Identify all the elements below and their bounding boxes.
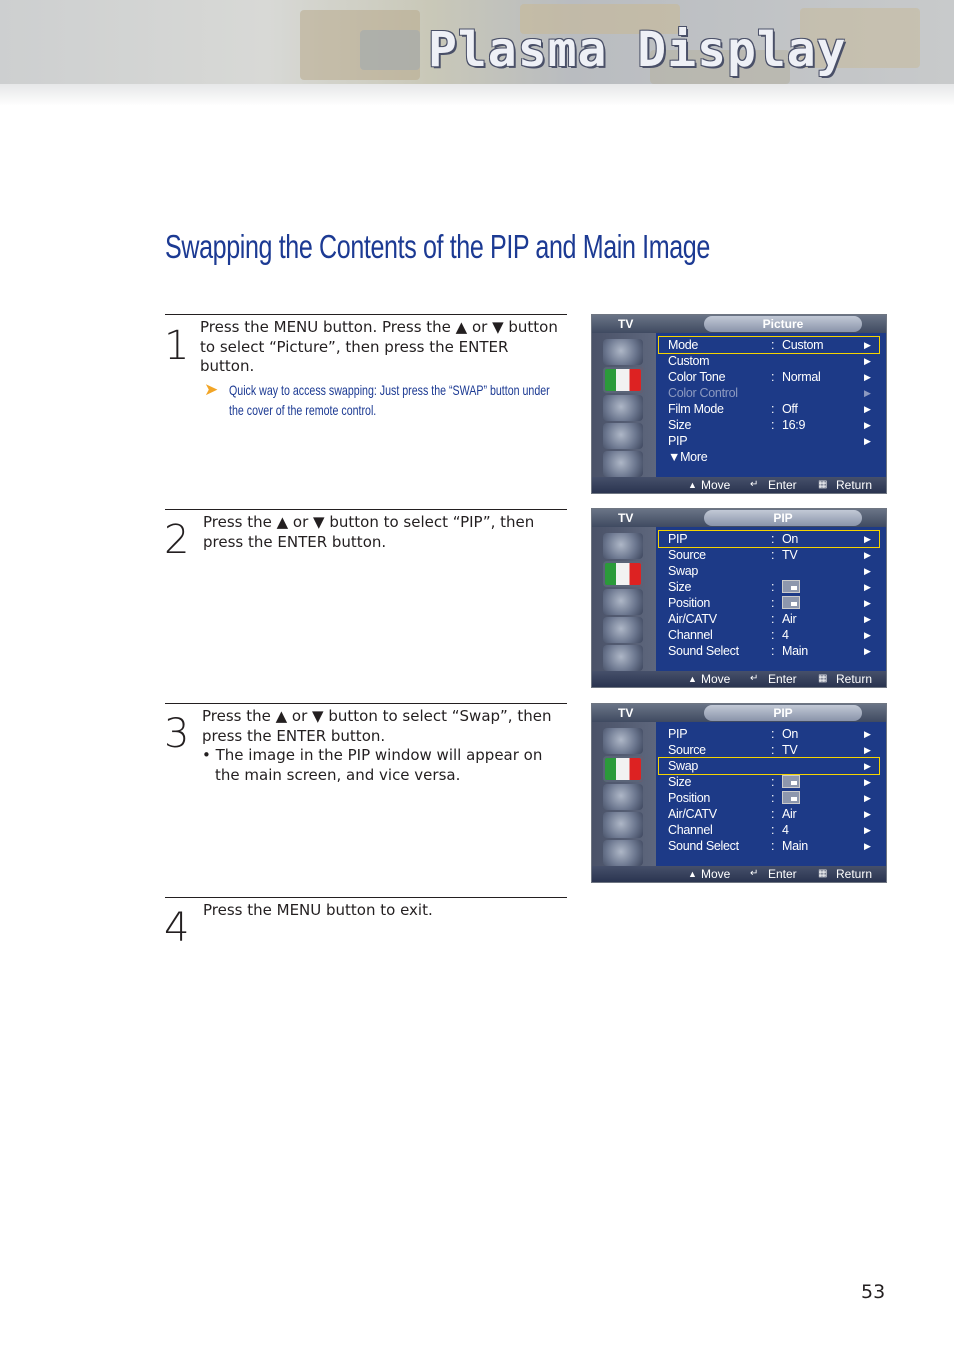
menu-row-label: PIP	[668, 434, 688, 448]
banner-title: Plasma Display	[428, 22, 847, 78]
submenu-arrow-icon: ▶	[864, 356, 871, 366]
submenu-arrow-icon: ▶	[864, 372, 871, 382]
osd-menu-list	[659, 333, 884, 477]
step-text: Press the MENU button to exit.	[203, 901, 433, 919]
step-instruction	[200, 318, 560, 377]
osd-help-bar	[592, 866, 886, 882]
submenu-arrow-icon: ▶	[864, 550, 871, 560]
menu-category-icon	[603, 728, 643, 754]
osd-menu-tab: PIP	[704, 705, 862, 721]
submenu-arrow-icon: ▶	[864, 646, 871, 656]
submenu-arrow-icon: ▶	[864, 534, 871, 544]
osd-menu-tab: PIP	[704, 510, 862, 526]
osd-title-bar	[592, 509, 886, 527]
menu-category-icon	[603, 756, 643, 782]
menu-category-icon	[603, 533, 643, 559]
enter-hint: Enter	[768, 478, 797, 492]
submenu-arrow-icon: ▶	[864, 777, 871, 787]
menu-row-label: PIP	[668, 727, 688, 741]
step-bullet: • The image in the PIP window will appear on the main screen, and vice versa.	[202, 746, 543, 784]
menu-row[interactable]	[659, 726, 879, 742]
menu-category-icon	[603, 645, 643, 671]
return-icon: ▦	[818, 479, 828, 490]
menu-row-colon: :	[771, 644, 775, 658]
submenu-arrow-icon: ▶	[864, 761, 871, 771]
menu-row[interactable]	[659, 449, 879, 465]
menu-row-value: 16:9	[782, 418, 806, 432]
move-hint: Move	[701, 478, 731, 492]
menu-category-icon	[603, 784, 643, 810]
menu-row-label: Sound Select	[668, 644, 739, 658]
step-instruction	[203, 513, 561, 552]
menu-row-label: Channel	[668, 628, 713, 642]
menu-row-label: Sound Select	[668, 839, 739, 853]
menu-row[interactable]	[659, 433, 879, 449]
enter-icon: ↵	[750, 673, 759, 684]
submenu-arrow-icon: ▶	[864, 825, 871, 835]
menu-row-value: TV	[782, 548, 798, 562]
menu-row-label: Position	[668, 596, 711, 610]
submenu-arrow-icon: ▶	[864, 388, 871, 398]
menu-row-colon: :	[771, 743, 775, 757]
step-number: 3	[164, 711, 190, 757]
step-divider	[165, 703, 567, 704]
menu-row[interactable]	[659, 579, 879, 595]
menu-category-icon	[603, 812, 643, 838]
enter-icon: ↵	[750, 868, 759, 879]
menu-row[interactable]	[659, 353, 879, 369]
header-banner	[0, 0, 954, 92]
return-hint: Return	[836, 672, 873, 686]
osd-title-bar	[592, 704, 886, 722]
menu-row-colon: :	[771, 370, 775, 384]
menu-row-value: 4	[782, 823, 789, 837]
osd-icon-column	[592, 333, 656, 477]
submenu-arrow-icon: ▶	[864, 420, 871, 430]
step-text: Press the ▲ or ▼ button to select “Swap”, then press the ENTER button.	[202, 707, 552, 745]
submenu-arrow-icon: ▶	[864, 582, 871, 592]
menu-category-icon	[603, 339, 643, 365]
menu-row-colon: :	[771, 791, 775, 805]
step-divider	[165, 897, 567, 898]
submenu-arrow-icon: ▶	[864, 729, 871, 739]
menu-row[interactable]	[659, 385, 879, 401]
menu-row[interactable]	[659, 742, 879, 758]
submenu-arrow-icon: ▶	[864, 630, 871, 640]
menu-row-label: Color Control	[668, 386, 738, 400]
return-icon: ▦	[818, 868, 828, 879]
menu-row[interactable]	[659, 595, 879, 611]
menu-row-colon: :	[771, 596, 775, 610]
menu-row-label: Swap	[668, 564, 699, 578]
osd-source-label: TV	[618, 511, 634, 525]
menu-category-icon	[603, 423, 643, 449]
menu-row[interactable]	[659, 838, 879, 854]
menu-category-icon	[603, 840, 643, 866]
submenu-arrow-icon: ▶	[864, 809, 871, 819]
menu-row[interactable]	[659, 643, 879, 659]
osd-menu-list	[659, 722, 884, 866]
move-icon: ▲	[688, 480, 697, 490]
menu-category-icon	[603, 395, 643, 421]
submenu-arrow-icon: ▶	[864, 745, 871, 755]
page-number: 53	[861, 1281, 886, 1303]
menu-row-label: Air/CATV	[668, 612, 717, 626]
osd-help-bar	[592, 671, 886, 687]
menu-row[interactable]	[659, 774, 879, 790]
menu-row-value: Main	[782, 644, 808, 658]
menu-category-icon	[603, 589, 643, 615]
submenu-arrow-icon: ▶	[864, 598, 871, 608]
menu-category-icon	[603, 617, 643, 643]
menu-category-icon	[603, 561, 643, 587]
return-icon: ▦	[818, 673, 828, 684]
menu-row[interactable]	[659, 806, 879, 822]
move-hint: Move	[701, 867, 731, 881]
menu-row-label: Air/CATV	[668, 807, 717, 821]
menu-category-icon	[603, 367, 643, 393]
pip-window-icon	[782, 596, 800, 609]
menu-row-colon: :	[771, 839, 775, 853]
menu-row[interactable]	[659, 369, 879, 385]
menu-row-label: Size	[668, 418, 692, 432]
menu-row-label: Size	[668, 775, 692, 789]
menu-row-label: Custom	[668, 354, 710, 368]
move-hint: Move	[701, 672, 731, 686]
enter-hint: Enter	[768, 867, 797, 881]
step-number: 4	[164, 905, 190, 951]
step-text: Press the MENU button. Press the ▲ or ▼ button to select “Picture”, then press the ENTER button.	[200, 318, 558, 375]
menu-row-colon: :	[771, 402, 775, 416]
step-divider	[165, 509, 567, 510]
menu-row-colon: :	[771, 727, 775, 741]
step-number: 2	[164, 517, 190, 563]
menu-row-colon: :	[771, 628, 775, 642]
step-divider	[165, 314, 567, 315]
return-hint: Return	[836, 478, 873, 492]
menu-row-colon: :	[771, 807, 775, 821]
osd-source-label: TV	[618, 706, 634, 720]
menu-row[interactable]	[659, 627, 879, 643]
menu-row-value: Main	[782, 839, 808, 853]
return-hint: Return	[836, 867, 873, 881]
menu-row[interactable]	[659, 790, 879, 806]
menu-row-value: 4	[782, 628, 789, 642]
enter-hint: Enter	[768, 672, 797, 686]
menu-row-label: Channel	[668, 823, 713, 837]
menu-row-label: Source	[668, 548, 706, 562]
tip-text: Quick way to access swapping: Just press the “SWAP” button under the cover of the remote control.	[229, 382, 550, 418]
menu-row[interactable]	[659, 401, 879, 417]
menu-row-value: Air	[782, 612, 797, 626]
menu-row-value: Normal	[782, 370, 821, 384]
submenu-arrow-icon: ▶	[864, 614, 871, 624]
menu-row[interactable]	[659, 337, 879, 353]
menu-row[interactable]	[659, 758, 879, 774]
enter-icon: ↵	[750, 479, 759, 490]
menu-row-label: Swap	[668, 759, 699, 773]
osd-source-label: TV	[618, 317, 634, 331]
menu-row[interactable]	[659, 531, 879, 547]
menu-row-colon: :	[771, 532, 775, 546]
submenu-arrow-icon: ▶	[864, 436, 871, 446]
osd-menu-screen	[591, 314, 887, 494]
submenu-arrow-icon: ▶	[864, 793, 871, 803]
menu-row[interactable]	[659, 417, 879, 433]
menu-row[interactable]	[659, 822, 879, 838]
submenu-arrow-icon: ▶	[864, 404, 871, 414]
menu-row[interactable]	[659, 547, 879, 563]
osd-menu-screen	[591, 703, 887, 883]
pip-window-icon	[782, 791, 800, 804]
osd-menu-screen	[591, 508, 887, 688]
step-instruction	[203, 901, 561, 921]
menu-row-colon: :	[771, 338, 775, 352]
osd-icon-column	[592, 527, 656, 671]
menu-category-icon	[603, 451, 643, 477]
menu-row-colon: :	[771, 418, 775, 432]
osd-menu-tab: Picture	[704, 316, 862, 332]
pip-window-icon	[782, 580, 800, 593]
menu-row[interactable]	[659, 611, 879, 627]
move-icon: ▲	[688, 674, 697, 684]
osd-help-bar	[592, 477, 886, 493]
menu-row-label: Film Mode	[668, 402, 724, 416]
arrow-icon: ➤	[204, 380, 219, 400]
menu-row-colon: :	[771, 548, 775, 562]
step-number: 1	[164, 323, 190, 369]
menu-row-value: On	[782, 727, 799, 741]
osd-icon-column	[592, 722, 656, 866]
menu-row-label: Mode	[668, 338, 699, 352]
menu-row-label: PIP	[668, 532, 688, 546]
menu-row-label: Size	[668, 580, 692, 594]
pip-window-icon	[782, 775, 800, 788]
menu-row[interactable]	[659, 563, 879, 579]
menu-row-value: On	[782, 532, 799, 546]
menu-row-value: Air	[782, 807, 797, 821]
step-text: Press the ▲ or ▼ button to select “PIP”, then press the ENTER button.	[203, 513, 535, 551]
menu-row-value: Custom	[782, 338, 824, 352]
menu-row-colon: :	[771, 612, 775, 626]
move-icon: ▲	[688, 869, 697, 879]
submenu-arrow-icon: ▶	[864, 566, 871, 576]
menu-row-colon: :	[771, 775, 775, 789]
osd-title-bar	[592, 315, 886, 333]
step-instruction	[202, 707, 562, 785]
menu-row-colon: :	[771, 580, 775, 594]
menu-row-label: ▼More	[668, 450, 708, 464]
page-title: Swapping the Contents of the PIP and Main Image	[165, 228, 710, 265]
menu-row-colon: :	[771, 823, 775, 837]
menu-row-label: Source	[668, 743, 706, 757]
menu-row-value: TV	[782, 743, 798, 757]
menu-row-value: Off	[782, 402, 798, 416]
submenu-arrow-icon: ▶	[864, 340, 871, 350]
osd-menu-list	[659, 527, 884, 671]
menu-row-label: Color Tone	[668, 370, 726, 384]
banner-fade	[0, 84, 954, 106]
menu-row-label: Position	[668, 791, 711, 805]
submenu-arrow-icon: ▶	[864, 841, 871, 851]
